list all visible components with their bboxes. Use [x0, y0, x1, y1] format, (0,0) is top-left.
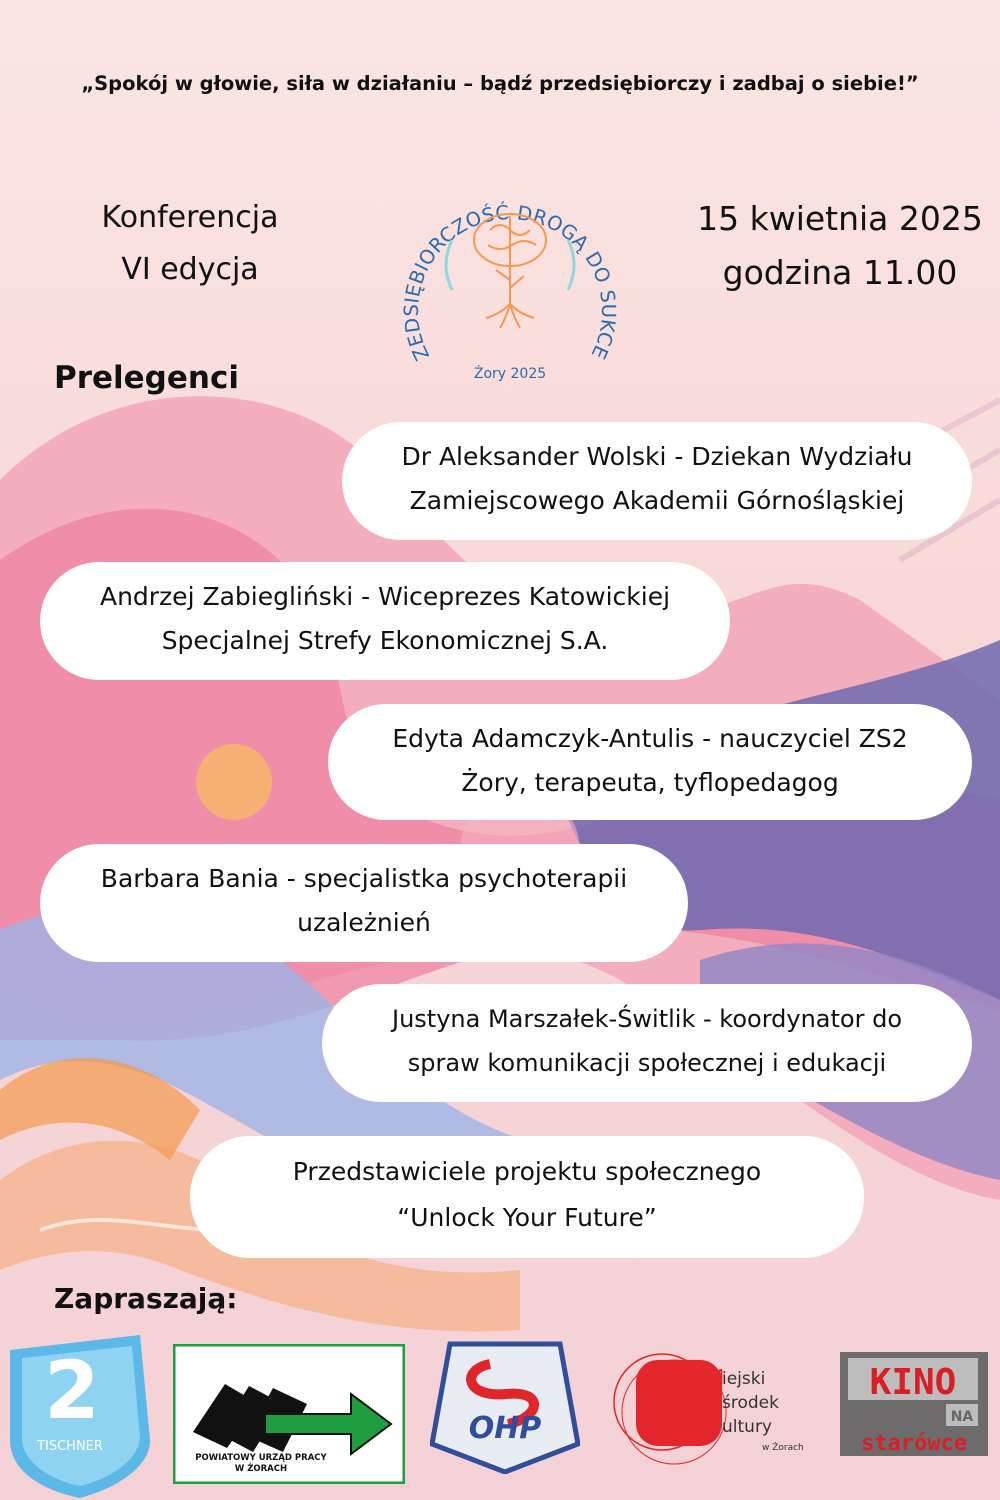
- organizers-heading: Zapraszają:: [54, 1282, 238, 1315]
- speaker-line-2: spraw komunikacji społecznej i edukacji: [407, 1049, 887, 1077]
- speakers-heading: Prelegenci: [54, 360, 239, 396]
- pup-logo: [173, 1344, 405, 1484]
- mok-sub: w Żorach: [762, 1443, 804, 1453]
- organizers-logos: [0, 1330, 1000, 1500]
- mok-letter-o: O: [707, 1389, 723, 1413]
- edition-label: VI edycja: [121, 252, 259, 287]
- speaker-line-2: uzależnień: [297, 908, 431, 937]
- mok-logo: [612, 1342, 812, 1482]
- conference-logo: [400, 160, 620, 390]
- date-time: godzina 11.00: [722, 253, 958, 292]
- speaker-card: [322, 984, 972, 1102]
- speaker-line-1: Barbara Bania - specjalistka psychoterapii: [100, 864, 628, 893]
- speaker-line-2: Żory, terapeuta, tyflopedagog: [461, 768, 839, 797]
- brain-tree-icon: [474, 214, 546, 328]
- pup-name-line-1: POWIATOWY URZĄD PRACY: [195, 1453, 327, 1463]
- speaker-line-1: Dr Aleksander Wolski - Dziekan Wydziału: [401, 442, 913, 471]
- speaker-card: [40, 844, 688, 962]
- speaker-line-2: Specjalnej Strefy Ekonomicznej S.A.: [161, 626, 609, 655]
- speaker-line-2: “Unlock Your Future”: [397, 1203, 657, 1232]
- tischner-name: TISCHNER: [37, 1439, 103, 1454]
- speaker-card: [40, 562, 730, 680]
- conference-title: Konferencja: [101, 200, 279, 235]
- conference-edition: [80, 192, 300, 296]
- motto-quote: „Spokój w głowie, siła w działaniu – bądź przedsiębiorczy i zadbaj o siebie!”: [81, 72, 919, 95]
- mok-letter-k: K: [707, 1413, 721, 1437]
- tischner-number: 2: [44, 1344, 100, 1437]
- ohp-logo: [430, 1334, 580, 1474]
- kino-place: starówce: [861, 1431, 967, 1456]
- kino-na: NA: [950, 1409, 974, 1425]
- speaker-card: [342, 422, 972, 540]
- mok-letter-m: M: [707, 1365, 725, 1389]
- logo-arc-text: ZEDSIĘBIORCZOŚĆ DROGĄ DO SUKCE: [400, 201, 620, 365]
- kino-logo: [838, 1350, 990, 1458]
- speaker-card: [190, 1136, 864, 1258]
- speaker-card: [328, 704, 972, 820]
- pup-name-line-2: W ŻORACH: [234, 1464, 288, 1474]
- speaker-line-1: Andrzej Zabiegliński - Wiceprezes Katowickiej: [99, 582, 671, 611]
- speaker-line-2: Zamiejscowego Akademii Górnośląskiej: [409, 486, 905, 515]
- speaker-line-1: Przedstawiciele projektu społecznego: [292, 1157, 762, 1186]
- logo-place-year: Żory 2025: [473, 366, 547, 382]
- event-date: [690, 192, 990, 300]
- mok-word-1: iejski: [722, 1369, 766, 1389]
- kino-word: KINO: [869, 1362, 957, 1403]
- speaker-line-1: Justyna Marszałek-Świtlik - koordynator do: [392, 1005, 902, 1033]
- date-day: 15 kwietnia 2025: [697, 199, 983, 238]
- speaker-line-1: Edyta Adamczyk-Antulis - nauczyciel ZS2: [392, 724, 908, 753]
- tischner-logo: [0, 1330, 160, 1500]
- ohp-name: OHP: [468, 1411, 542, 1446]
- mok-word-2: środek: [722, 1393, 779, 1413]
- mok-word-3: ultury: [722, 1417, 772, 1437]
